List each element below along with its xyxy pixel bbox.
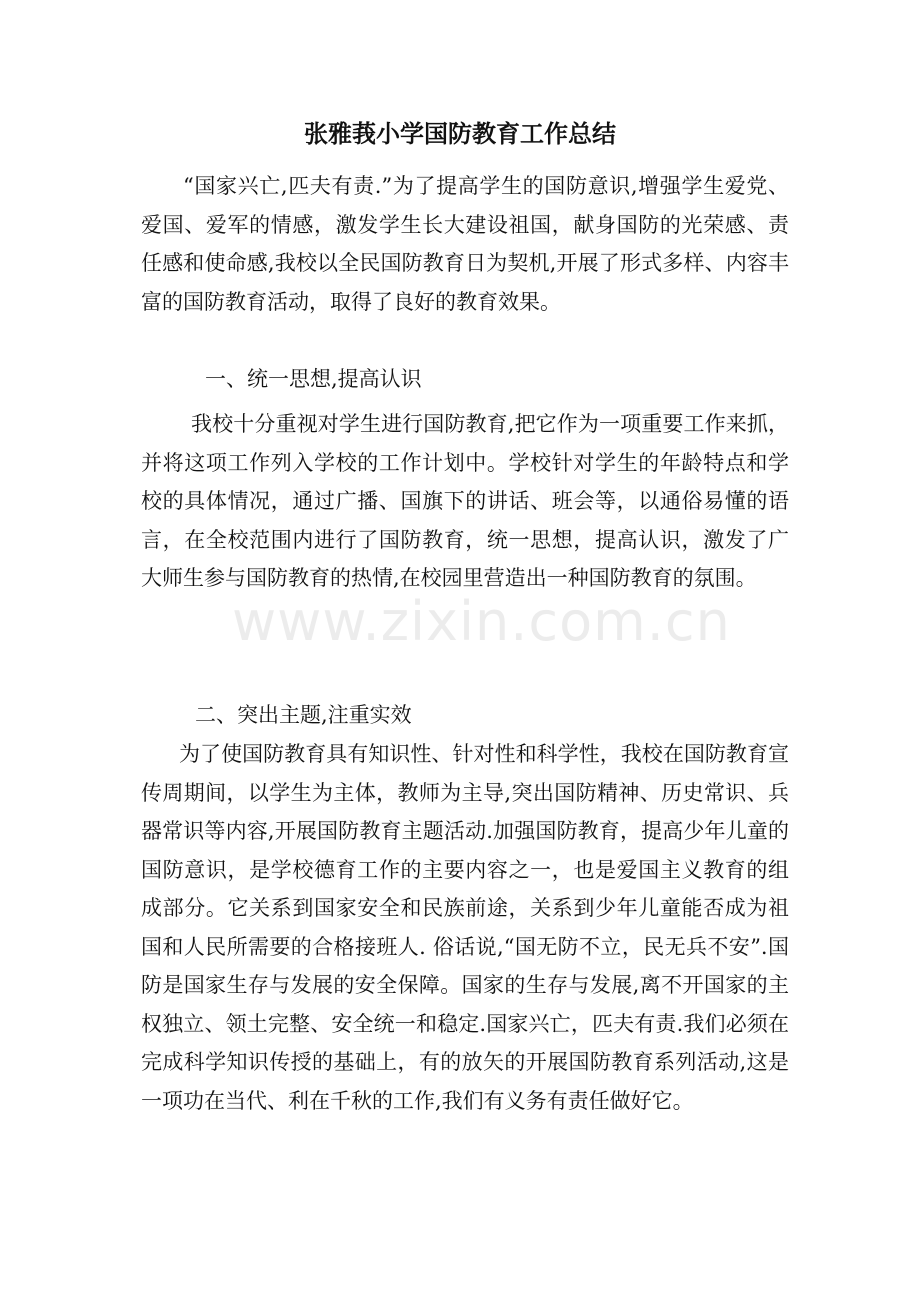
intro-paragraph: “国家兴亡,匹夫有责.”为了提高学生的国防意识,增强学生爱党、爱国、爱军的情感，激发学生长大建设祖国，献身国防的光荣感、责任感和使命感,我校以全民国防教育日为契机,开展了形式多样、内容丰富的国防教育活动，取得了良好的教育效果。 <box>141 174 789 314</box>
section-1-paragraph: 我校十分重视对学生进行国防教育,把它作为一项重要工作来抓，并将这项工作列入学校的工作计划中。学校针对学生的年龄特点和学校的具体情况，通过广播、国旗下的讲话、班会等，以通俗易懂的语言，在全校范围内进行了国防教育，统一思想，提高认识，激发了广大师生参与国防教育的热情,在校园里营造出一种国防教育的氛围。 <box>141 412 789 591</box>
section-2-heading: 二、突出主题,注重实效 <box>195 703 412 727</box>
document-title: 张雅莪小学国防教育工作总结 <box>304 119 616 148</box>
section-1-heading: 一、统一思想,提高认识 <box>205 367 422 391</box>
watermark: www.zixin.com.cn <box>232 590 731 653</box>
section-2-paragraph: 为了使国防教育具有知识性、针对性和科学性，我校在国防教育宣传周期间，以学生为主体，教师为主导,突出国防精神、历史常识、兵器常识等内容,开展国防教育主题活动.加强国防教育，提高少年儿童的国防意识，是学校德育工作的主要内容之一，也是爱国主义教育的组成部分。它关系到国家安全和民族前途，关系到少年儿童能否成为祖国和人民所需要的合格接班人. 俗话说,“国无防不立，民无兵不安”.国防是国家生存与发展的安全保障。国家的生存与发展,离不开国家的主权独立、领土完整、安全统一和稳定.国家兴亡，匹夫有责.我们必须在完成科学知识传授的基础上，有的放矢的开展国防教育系列活动,这是一项功在当代、利在千秋的工作,我们有义务有责任做好它。 <box>141 742 789 1113</box>
